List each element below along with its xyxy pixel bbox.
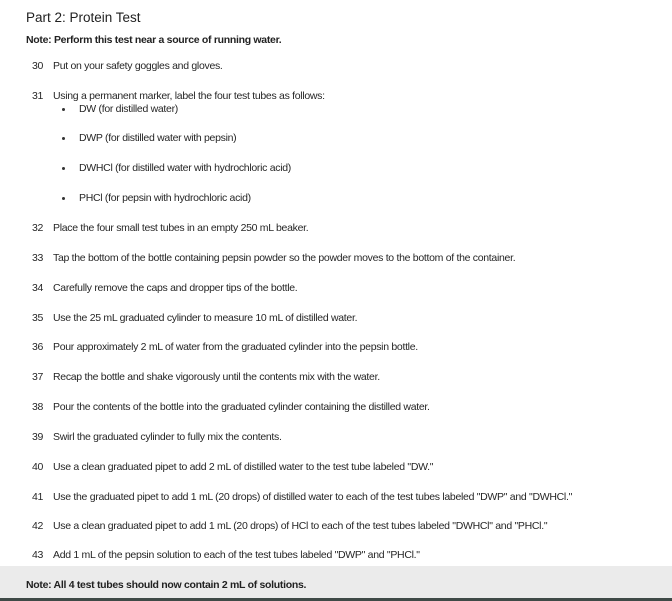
step-text: Swirl the graduated cylinder to fully mix the contents.	[53, 431, 282, 443]
bullet-icon	[62, 197, 65, 200]
step-number: 39	[32, 431, 44, 443]
step-number: 30	[32, 60, 44, 72]
bullet-icon	[62, 167, 65, 170]
step-text: Use the graduated pipet to add 1 mL (20 drops) of distilled water to each of the test tubes labeled "DWP" and "DWHCl."	[53, 491, 572, 503]
step-text: Carefully remove the caps and dropper tips of the bottle.	[53, 282, 298, 294]
step-number: 41	[32, 491, 44, 503]
note-test-tubes: Note: All 4 test tubes should now contain 2 mL of solutions.	[26, 579, 307, 591]
step-number: 40	[32, 461, 44, 473]
step-number: 42	[32, 520, 44, 532]
step-number: 35	[32, 312, 44, 324]
step-text: Use a clean graduated pipet to add 1 mL (20 drops) of HCl to each of the test tubes labeled "DWHCl" and "PHCl."	[53, 520, 548, 532]
step-text: Using a permanent marker, label the four test tubes as follows:	[53, 90, 325, 102]
label-text: DWHCl (for distilled water with hydrochloric acid)	[79, 162, 291, 174]
label-text: DWP (for distilled water with pepsin)	[79, 132, 237, 144]
step-text: Recap the bottle and shake vigorously until the contents mix with the water.	[53, 371, 380, 383]
step-number: 31	[32, 90, 44, 102]
step-number: 33	[32, 252, 44, 264]
step-text: Pour the contents of the bottle into the graduated cylinder containing the distilled water.	[53, 401, 430, 413]
label-text: DW (for distilled water)	[79, 103, 178, 115]
note-running-water: Note: Perform this test near a source of running water.	[26, 34, 282, 46]
step-number: 36	[32, 341, 44, 353]
bullet-icon	[62, 108, 65, 111]
step-number: 32	[32, 222, 44, 234]
step-text: Tap the bottom of the bottle containing pepsin powder so the powder moves to the bottom of the container.	[53, 252, 516, 264]
bullet-icon	[62, 137, 65, 140]
step-text: Use the 25 mL graduated cylinder to measure 10 mL of distilled water.	[53, 312, 358, 324]
step-text: Place the four small test tubes in an empty 250 mL beaker.	[53, 222, 309, 234]
label-text: PHCl (for pepsin with hydrochloric acid)	[79, 192, 251, 204]
footer-note-panel	[0, 566, 672, 598]
step-number: 37	[32, 371, 44, 383]
step-number: 34	[32, 282, 44, 294]
step-text: Put on your safety goggles and gloves.	[53, 60, 223, 72]
step-number: 38	[32, 401, 44, 413]
step-text: Add 1 mL of the pepsin solution to each of the test tubes labeled "DWP" and "PHCl."	[53, 549, 420, 561]
step-text: Use a clean graduated pipet to add 2 mL of distilled water to the test tube labeled "DW."	[53, 461, 434, 473]
step-text: Pour approximately 2 mL of water from the graduated cylinder into the pepsin bottle.	[53, 341, 418, 353]
step-number: 43	[32, 549, 44, 561]
section-title: Part 2: Protein Test	[26, 10, 141, 25]
